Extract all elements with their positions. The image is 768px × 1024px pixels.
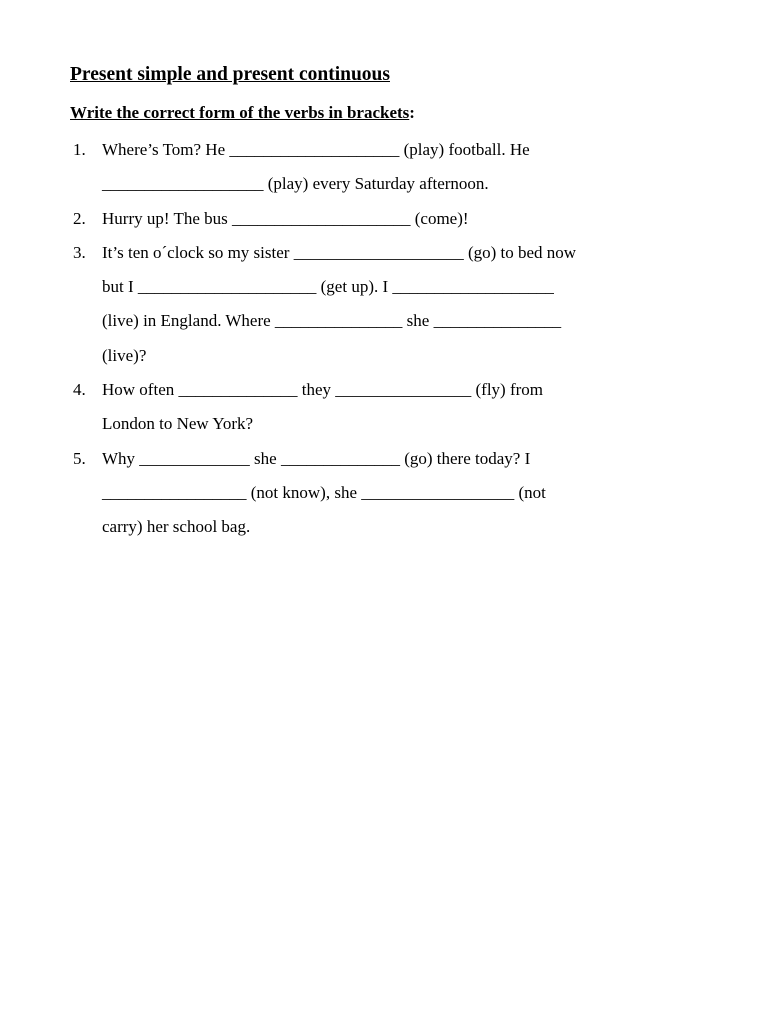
exercise-line: ___________________ (play) every Saturday afternoon. bbox=[102, 174, 489, 194]
exercise-item-3 bbox=[70, 239, 710, 376]
instruction-colon: : bbox=[409, 103, 415, 122]
worksheet-instruction bbox=[70, 103, 415, 123]
exercise-line: It’s ten o´clock so my sister ____________________ (go) to bed now bbox=[102, 242, 577, 262]
exercise-line: but I _____________________ (get up). I ___________________ bbox=[102, 277, 554, 297]
exercise-item-1 bbox=[70, 136, 710, 205]
worksheet-title: Present simple and present continuous bbox=[70, 64, 390, 85]
exercise-line: Why _____________ she ______________ (go) there today? I bbox=[102, 448, 531, 468]
exercise-line: Where’s Tom? He ____________________ (play) football. He bbox=[102, 140, 530, 159]
exercise-line: How often ______________ they ________________ (fly) from bbox=[102, 380, 544, 400]
exercise-item-4 bbox=[70, 376, 710, 445]
exercise-line: Hurry up! The bus _____________________ (come)! bbox=[102, 208, 469, 228]
exercise-number: 5. bbox=[73, 448, 86, 468]
exercise-number: 4. bbox=[73, 380, 86, 400]
exercise-line: _________________ (not know), she __________________ (not bbox=[102, 482, 546, 502]
instruction-text: Write the correct form of the verbs in brackets bbox=[70, 103, 410, 122]
exercise-number: 2. bbox=[73, 208, 86, 228]
exercise-number: 1. bbox=[73, 140, 86, 159]
exercise-line: London to New York? bbox=[102, 414, 254, 434]
exercise-item-2 bbox=[70, 205, 710, 239]
exercise-line: (live) in England. Where _______________ she _______________ bbox=[102, 311, 562, 331]
exercise-line: carry) her school bag. bbox=[102, 517, 251, 537]
exercise-item-5 bbox=[70, 445, 710, 548]
exercise-list bbox=[70, 136, 710, 548]
exercise-line: (live)? bbox=[102, 345, 147, 365]
exercise-number: 3. bbox=[73, 242, 86, 262]
